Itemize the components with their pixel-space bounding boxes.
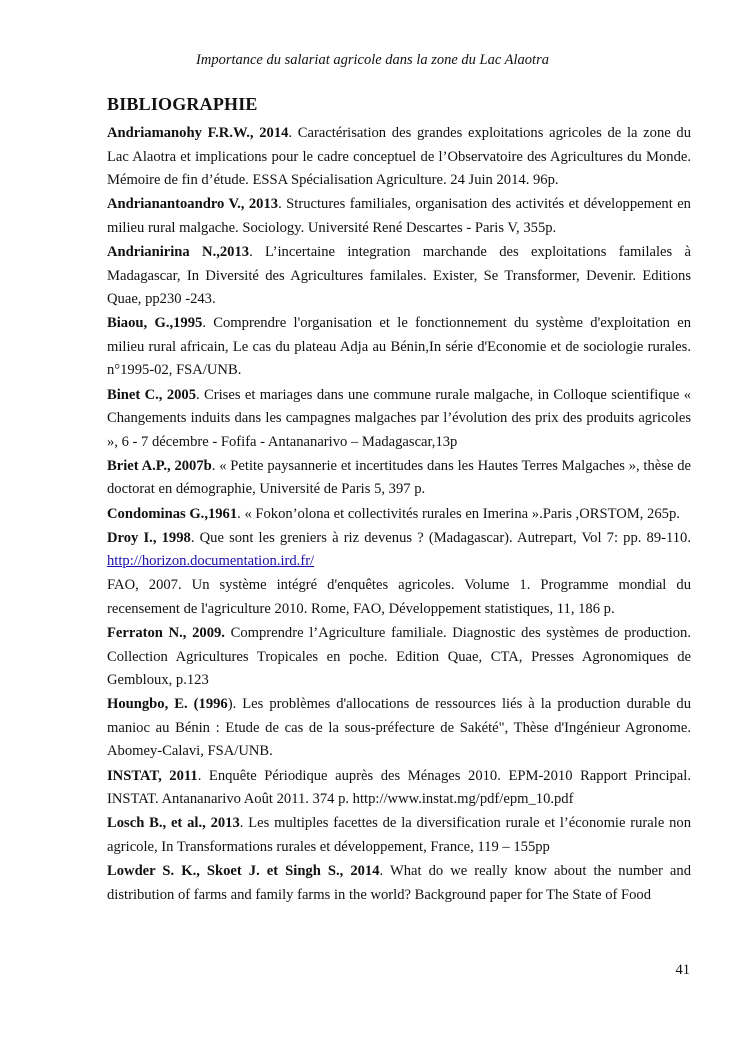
reference-author: Ferraton N., 2009. bbox=[107, 624, 225, 641]
running-header: Importance du salariat agricole dans la zone du Lac Alaotra bbox=[196, 52, 549, 68]
reference-author: Andrianantoandro V., 2013 bbox=[107, 196, 279, 213]
reference-entry bbox=[107, 860, 691, 907]
reference-author: Briet A.P., 2007b bbox=[107, 457, 212, 474]
reference-text: FAO, 2007. Un système intégré d'enquêtes agricoles. Volume 1. Programme mondial du recensement de l'agriculture 2010. Rome, FAO, Développement statistiques, 11, 186 p. bbox=[107, 577, 691, 617]
reference-text: . L’incertaine integration marchande des exploitations familales à Madagascar, In Diversité des Agricultures familales. Exister, Se Transformer, Devenir. Editions Quae, pp230 -243. bbox=[107, 243, 691, 308]
reference-text: . Enquête Périodique auprès des Ménages 2010. EPM-2010 Rapport Principal. INSTAT. Antananarivo Août 2011. 374 p. http://www.instat.mg/pdf/epm_10.pdf bbox=[107, 767, 691, 808]
reference-text: . Que sont les greniers à riz devenus ? (Madagascar). Autrepart, Vol 7: pp. 89-110. bbox=[190, 529, 691, 546]
reference-text: . « Petite paysannerie et incertitudes dans les Hautes Terres Malgaches », thèse de doctorat en démographie, Université de Paris 5, 397 p. bbox=[107, 457, 691, 498]
reference-text: . « Fokon’olona et collectivités rurales en Imerina ».Paris ,ORSTOM, 265p. bbox=[237, 505, 680, 522]
reference-author: Losch B., et al., 2013 bbox=[107, 815, 240, 832]
reference-author: Andrianirina N.,2013 bbox=[107, 243, 250, 260]
reference-entry bbox=[107, 241, 691, 312]
reference-text: . Les multiples facettes de la diversification rurale et l’économie rurale non agricole, In Transformations rurales et développement, France, 119 – 155pp bbox=[107, 815, 691, 855]
reference-text: Comprendre l’Agriculture familiale. Diagnostic des systèmes de production. Collection Agricultures Tropicales en poche. Edition Quae, CTA, Presses Agronomiques de Gembloux, p.123 bbox=[107, 624, 691, 689]
reference-entry bbox=[107, 193, 691, 240]
reference-text: ). Les problèmes d'allocations de ressources liés à la production durable du manioc au Bénin : Etude de cas de la sous-préfecture de Sakété", Thèse d'Ingénieur Agronome. Abomey-Calavi, FSA/UNB. bbox=[107, 696, 691, 760]
reference-entry bbox=[107, 312, 691, 383]
reference-entry bbox=[107, 503, 691, 527]
reference-entry bbox=[107, 455, 691, 502]
reference-author: Binet C., 2005 bbox=[107, 386, 197, 403]
reference-entry bbox=[107, 574, 691, 621]
reference-text: . What do we really know about the number and distribution of farms and family farms in the world? Background paper for The State of Food bbox=[107, 862, 691, 903]
reference-link[interactable]: http://horizon.documentation.ird.fr/ bbox=[107, 553, 315, 570]
reference-author: INSTAT, 2011 bbox=[107, 767, 198, 784]
reference-text: . Crises et mariages dans une commune rurale malgache, in Colloque scientifique « Changements induits dans les campagnes malgaches par l’évolution des prix des produits agricoles », 6 - 7 décembre - Fofifa - Antananarivo – Madagascar,13p bbox=[107, 386, 692, 450]
reference-entry bbox=[107, 527, 691, 574]
reference-text: . Structures familiales, organisation des activités et développement en milieu rural malgache. Sociology. Université René Descartes - Paris V, 355p. bbox=[107, 196, 691, 236]
reference-entry bbox=[107, 812, 691, 859]
reference-entry bbox=[107, 765, 691, 812]
page-number: 41 bbox=[675, 962, 690, 978]
reference-entry bbox=[107, 693, 691, 764]
reference-entry bbox=[107, 122, 691, 193]
reference-author: Condominas G.,1961 bbox=[107, 505, 238, 522]
reference-author: Droy I., 1998 bbox=[107, 529, 191, 546]
reference-author: Andriamanohy F.R.W., 2014 bbox=[107, 125, 289, 141]
reference-entry bbox=[107, 384, 691, 455]
reference-text: . Comprendre l'organisation et le fonctionnement du système d'exploitation en milieu rural africain, Le cas du plateau Adja au Bénin,In série d'Economie et de sociologie rurales. n°1995-02, FSA/UNB. bbox=[107, 315, 692, 379]
section-title: BIBLIOGRAPHIE bbox=[107, 94, 258, 114]
reference-list bbox=[107, 122, 691, 908]
reference-author: Biaou, G.,1995 bbox=[107, 315, 203, 332]
reference-author: Houngbo, E. (1996 bbox=[107, 696, 228, 713]
reference-author: Lowder S. K., Skoet J. et Singh S., 2014 bbox=[107, 862, 380, 879]
reference-entry bbox=[107, 622, 691, 693]
reference-text: . Caractérisation des grandes exploitations agricoles de la zone du Lac Alaotra et implications pour le cadre conceptuel de l’Observatoire des Agricultures du Monde. Mémoire de fin d’étude. ESSA Spécialisation Agriculture. 24 Juin 2014. 96p. bbox=[107, 125, 692, 189]
